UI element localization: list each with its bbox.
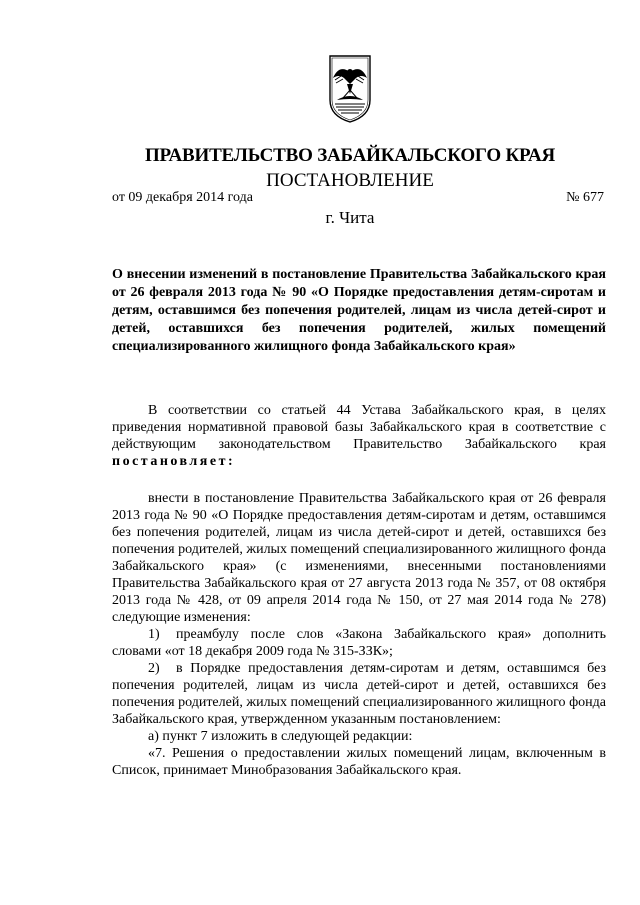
document-type: ПОСТАНОВЛЕНИЕ	[266, 170, 434, 191]
document-city: г. Чита	[325, 208, 375, 227]
preamble-text: В соответствии со статьей 44 Устава Забайкальского края, в целях приведения нормативной правовой базы Забайкальского края в соответствие с действующим законодательством Правительство Забайкальского края	[112, 403, 606, 452]
preamble-paragraph	[112, 402, 606, 470]
coat-of-arms-icon	[327, 54, 373, 124]
document-number: № 677	[566, 190, 604, 205]
item-number: 2)	[148, 661, 160, 676]
quoted-paragraph: «7. Решения о предоставлении жилых помещений лицам, включенным в Список, принимает Минобразования Забайкальского края.	[112, 746, 606, 778]
document-date: от 09 декабря 2014 года	[112, 190, 253, 205]
sub-item-a: а) пункт 7 изложить в следующей редакции:	[148, 729, 413, 744]
item-number: 1)	[148, 627, 160, 642]
list-item-1	[112, 626, 606, 660]
resolves-keyword: постановляет:	[112, 454, 236, 469]
intro-paragraph: внести в постановление Правительства Забайкальского края от 26 февраля 2013 года № 90 «О Порядке предоставления детям-сиротам и детям, оставшимся без попечения родителей, лицам из числа детей-сирот и детей, оставшихся без попечения родителей, жилых помещений специализированного жилищного фонда Забайкальского края» (с изменениями, внесенными постановлениями Правительства Забайкальского края от 27 августа 2013 года № 357, от 08 октября 2013 года № 428, от 09 апреля 2014 года № 150, от 27 мая 2014 года № 278) следующие изменения:	[112, 491, 606, 625]
item-text: в Порядке предоставления детям-сиротам и детям, оставшимся без попечения родителей, лицам из числа детей-сирот и детей, оставшихся без попечения родителей, жилых помещений специализированного жилищного фонда Забайкальского края, утвержденном указанным постановлением:	[112, 661, 606, 727]
document-subject: О внесении изменений в постановление Правительства Забайкальского края от 26 февраля 2013 года № 90 «О Порядке предоставления детям-сиротам и детям, оставшимся без попечения родителей, лицам из числа детей-сирот и детей, оставшихся без попечения родителей, жилых помещений специализированного жилищного фонда Забайкальского края»	[112, 267, 606, 354]
item-text: преамбулу после слов «Закона Забайкальского края» дополнить словами «от 18 декабря 2009 года № 315-ЗЗК»;	[112, 627, 606, 659]
document-body	[112, 402, 606, 779]
list-item-2	[112, 660, 606, 728]
government-name: ПРАВИТЕЛЬСТВО ЗАБАЙКАЛЬСКОГО КРАЯ	[144, 145, 556, 166]
